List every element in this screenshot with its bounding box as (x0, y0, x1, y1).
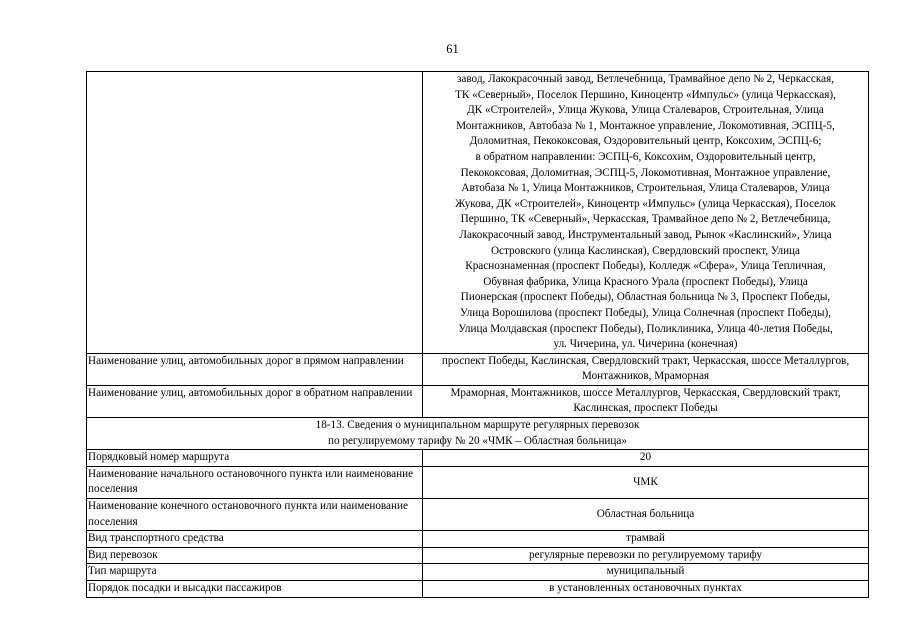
table-row (87, 385, 869, 417)
stops-line: Автобаза № 1, Улица Монтажников, Строительная, Улица Сталеваров, Улица (461, 182, 830, 195)
row-label: Вид транспортного средства (87, 531, 423, 548)
empty-cell (87, 72, 423, 354)
streets-backward-value: Мраморная, Монтажников, шоссе Металлургов, Черкасская, Свердловский тракт, Каслинская, проспект Победы (423, 385, 869, 417)
stops-line: Монтажников, Автобаза № 1, Монтажное управление, Локомотивная, ЭСПЦ-5, (456, 119, 835, 132)
stops-line: Пионерская (проспект Победы), Областная больница № 3, Проспект Победы, (460, 291, 831, 304)
row-value: ЧМК (423, 466, 869, 498)
table-row (87, 581, 869, 598)
stops-line: ТК «Северный», Поселок Першино, Киноцентр «Импульс» (улица Черкасская), (455, 88, 836, 101)
table-row (87, 353, 869, 385)
row-label: Тип маршрута (87, 564, 423, 581)
stops-line: ул. Чичерина, ул. Чичерина (конечная) (553, 338, 738, 351)
stops-line: Жукова, ДК «Строителей», Киноцентр «Импульс» (улица Черкасская), Поселок (455, 197, 836, 210)
stops-line: ДК «Строителей», Улица Жукова, Улица Сталеваров, Строительная, Улица (467, 104, 824, 117)
stops-line: Обувная фабрика, Улица Красного Урала (проспект Победы), Улица (483, 275, 808, 288)
table-row (87, 72, 869, 354)
stops-line: Доломитная, Пекококсовая, Оздоровительный центр, Коксохим, ЭСПЦ-6; (469, 135, 822, 148)
stops-line: Островского (улица Каслинская), Свердловский проспект, Улица (490, 244, 801, 257)
stops-line: Улица Молдавская (проспект Победы), Поликлиника, Улица 40-летия Победы, (458, 322, 833, 335)
table-row (87, 466, 869, 498)
route-table (86, 71, 869, 598)
row-label: Наименование начального остановочного пункта или наименование поселения (87, 466, 423, 498)
table-row (87, 499, 869, 531)
stops-line: Пекококсовая, Доломитная, ЭСПЦ-5, Локомотивная, Монтажное управление, (460, 166, 831, 179)
table-row (87, 531, 869, 548)
row-value: в установленных остановочных пунктах (423, 581, 869, 598)
row-value: трамвай (423, 531, 869, 548)
stops-list-cell (423, 72, 869, 354)
streets-backward-label: Наименование улиц, автомобильных дорог в обратном направлении (87, 385, 423, 417)
stops-line: Краснознаменная (проспект Победы), Колледж «Сфера», Улица Тепличная, (465, 260, 826, 273)
section-header-row (87, 418, 869, 450)
stops-line: Лакокрасочный завод, Инструментальный завод, Рынок «Каслинский», Улица (459, 228, 832, 241)
streets-forward-value: проспект Победы, Каслинская, Свердловский тракт, Черкасская, шоссе Металлургов, Монтажников, Мраморная (423, 353, 869, 385)
row-label: Наименование конечного остановочного пункта или наименование поселения (87, 499, 423, 531)
section-title (87, 418, 869, 450)
stops-line: Улица Ворошилова (проспект Победы), Улица Солнечная (проспект Победы), (459, 306, 832, 319)
page-number: 61 (446, 42, 459, 56)
table-row (87, 564, 869, 581)
table-row (87, 547, 869, 564)
stops-line: в обратном направлении: ЭСПЦ-6, Коксохим, Оздоровительный центр, (475, 150, 816, 163)
row-label: Порядковый номер маршрута (87, 450, 423, 467)
row-label: Порядок посадки и высадки пассажиров (87, 581, 423, 598)
table-row (87, 450, 869, 467)
row-value: муниципальный (423, 564, 869, 581)
row-value: 20 (423, 450, 869, 467)
row-label: Вид перевозок (87, 547, 423, 564)
section-title-line: по регулируемому тарифу № 20 «ЧМК – Областная больница» (328, 434, 627, 447)
streets-forward-label: Наименование улиц, автомобильных дорог в прямом направлении (87, 353, 423, 385)
stops-line: завод, Лакокрасочный завод, Ветлечебница, Трамвайное депо № 2, Черкасская, (456, 73, 835, 85)
stops-line: Першино, ТК «Северный», Черкасская, Трамвайное депо № 2, Ветлечебница, (460, 213, 831, 226)
row-value: Областная больница (423, 499, 869, 531)
section-title-line: 18-13. Сведения о муниципальном маршруте регулярных перевозок (315, 419, 640, 432)
row-value: регулярные перевозки по регулируемому тарифу (423, 547, 869, 564)
